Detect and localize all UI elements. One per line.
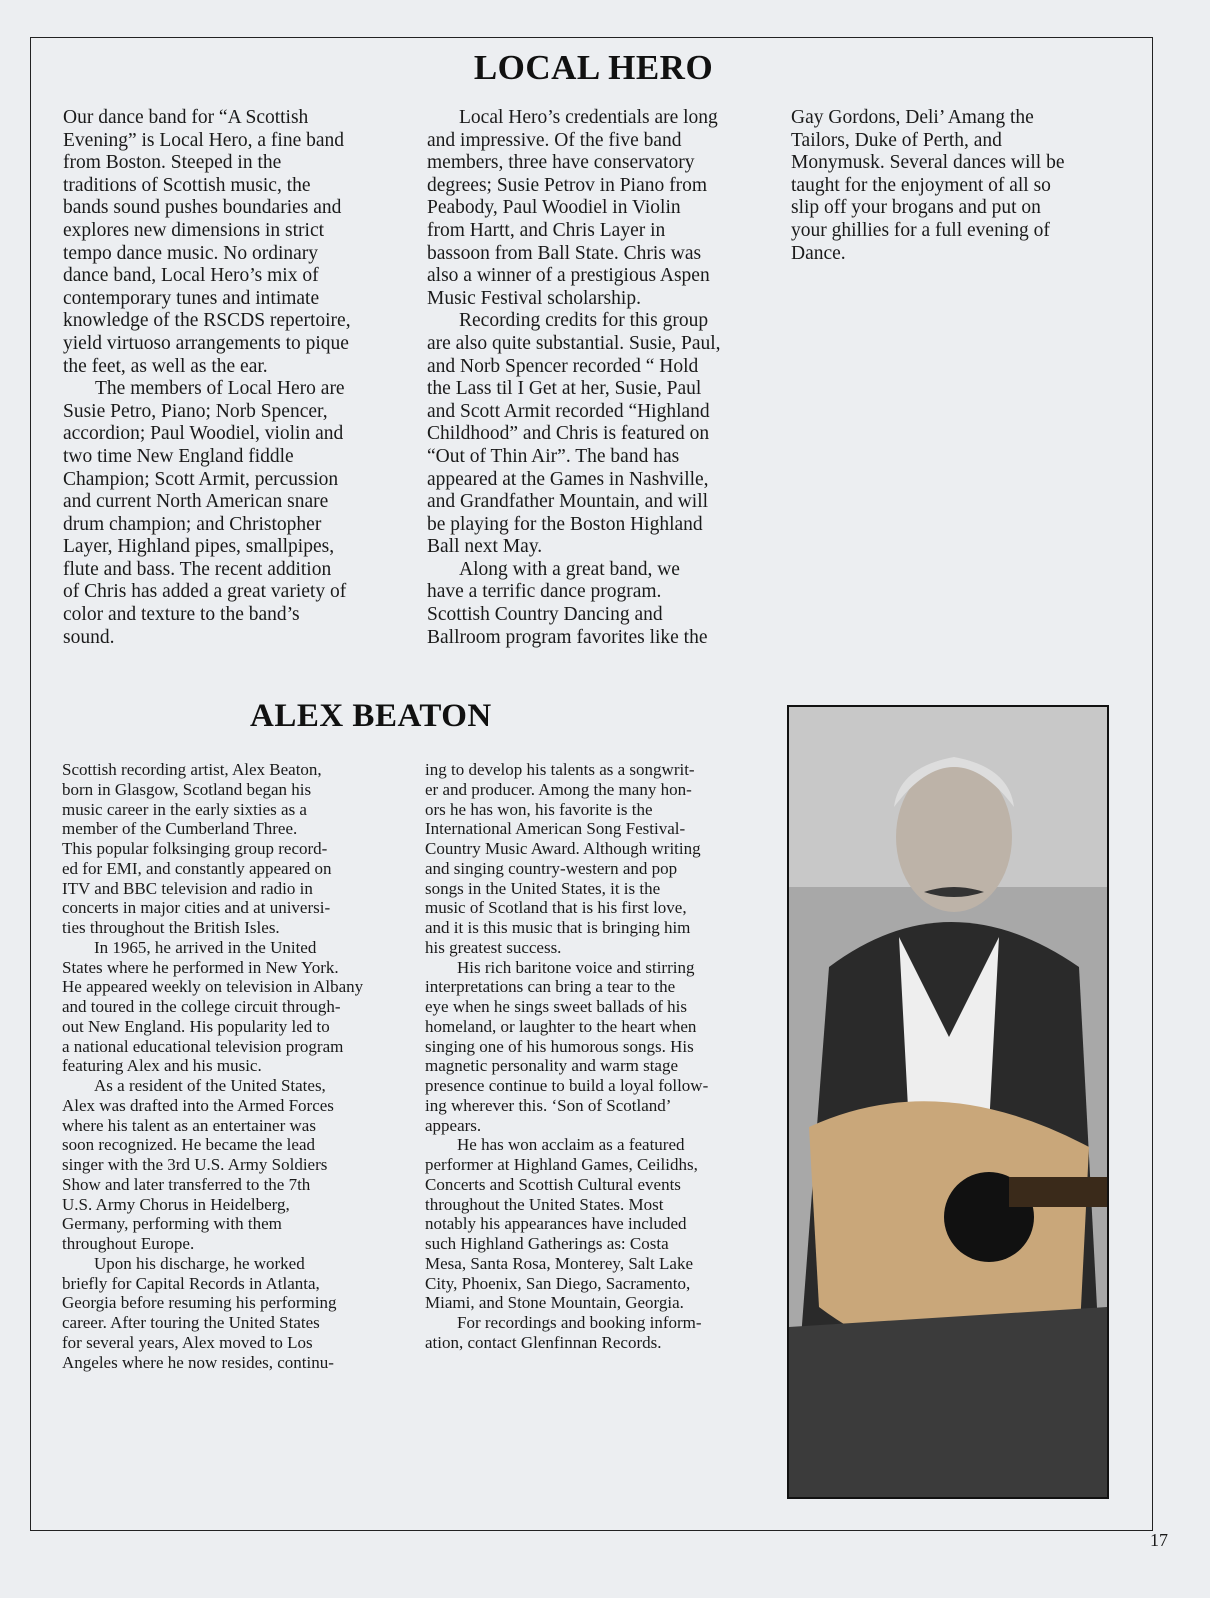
text-line: your ghillies for a full evening of bbox=[791, 219, 1050, 241]
text-line: flute and bass. The recent addition bbox=[63, 558, 332, 580]
text-line: Monymusk. Several dances will be bbox=[791, 152, 1065, 174]
text-line: Scottish Country Dancing and bbox=[427, 604, 663, 626]
text-line: performer at Highland Games, Ceilidhs, bbox=[425, 1155, 698, 1174]
text-line: Georgia before resuming his performing bbox=[62, 1293, 337, 1313]
text-line: concerts in major cities and at universi- bbox=[62, 898, 331, 918]
text-line: bassoon from Ball State. Chris was bbox=[427, 242, 702, 264]
local-hero-column-2 bbox=[427, 107, 721, 649]
alex-beaton-column-1 bbox=[62, 760, 363, 1372]
text-line: knowledge of the RSCDS repertoire, bbox=[63, 310, 351, 332]
text-line: singing one of his humorous songs. His bbox=[425, 1036, 694, 1056]
text-line: Champion; Scott Armit, percussion bbox=[63, 468, 339, 490]
text-line: Our dance band for “A Scottish bbox=[63, 107, 309, 128]
text-line: International American Song Festival- bbox=[425, 819, 686, 839]
text-line: ing to develop his talents as a songwrit- bbox=[425, 760, 695, 779]
text-line: have a terrific dance program. bbox=[427, 581, 662, 603]
text-line: sound. bbox=[63, 626, 115, 648]
text-line: songs in the United States, it is the bbox=[425, 878, 661, 898]
text-line: States where he performed in New York. bbox=[62, 957, 339, 977]
text-line: City, Phoenix, San Diego, Sacramento, bbox=[425, 1273, 691, 1293]
text-line: taught for the enjoyment of all so bbox=[791, 174, 1051, 196]
text-line: and singing country-western and pop bbox=[425, 858, 678, 878]
text-line: and Norb Spencer recorded “ Hold bbox=[427, 355, 699, 377]
text-line: appeared at the Games in Nashville, bbox=[427, 468, 709, 490]
text-line: This popular folksinging group record- bbox=[62, 839, 328, 858]
text-line: throughout Europe. bbox=[62, 1234, 195, 1253]
text-line: Layer, Highland pipes, smallpipes, bbox=[63, 536, 335, 558]
text-line: Mesa, Santa Rosa, Monterey, Salt Lake bbox=[425, 1253, 693, 1273]
text-line: accordion; Paul Woodiel, violin and bbox=[63, 423, 344, 445]
text-line: magnetic personality and warm stage bbox=[425, 1056, 679, 1076]
text-line: dance band, Local Hero’s mix of bbox=[63, 265, 319, 287]
text-line: be playing for the Boston Highland bbox=[427, 513, 703, 535]
text-line: a national educational television program bbox=[62, 1036, 344, 1056]
alex-beaton-column-2 bbox=[425, 760, 708, 1353]
text-line: Concerts and Scottish Cultural events bbox=[425, 1174, 681, 1194]
text-line: and it is this music that is bringing him bbox=[425, 918, 691, 937]
text-line: music career in the early sixties as a bbox=[62, 799, 307, 819]
text-line: In 1965, he arrived in the United bbox=[94, 937, 317, 957]
text-line: briefly for Capital Records in Atlanta, bbox=[62, 1273, 320, 1293]
text-line: featuring Alex and his music. bbox=[62, 1056, 262, 1076]
local-hero-column-1 bbox=[63, 107, 351, 649]
text-line: er and producer. Among the many hon- bbox=[425, 779, 692, 799]
text-line: ing wherever this. ‘Son of Scotland’ bbox=[425, 1095, 672, 1115]
text-line: drum champion; and Christopher bbox=[63, 513, 322, 535]
text-line: Country Music Award. Although writing bbox=[425, 839, 701, 858]
text-line: explores new dimensions in strict bbox=[63, 219, 325, 241]
text-line: the Lass til I Get at her, Susie, Paul bbox=[427, 378, 702, 400]
text-line: ties throughout the British Isles. bbox=[62, 918, 280, 937]
text-line: and Scott Armit recorded “Highland bbox=[427, 400, 710, 422]
text-line: Ballroom program favorites like the bbox=[427, 626, 708, 648]
text-line: Local Hero’s credentials are long bbox=[459, 107, 718, 128]
text-line: notably his appearances have included bbox=[425, 1214, 687, 1234]
text-line: two time New England fiddle bbox=[63, 445, 294, 467]
text-line: member of the Cumberland Three. bbox=[62, 819, 298, 839]
text-line: Dance. bbox=[791, 242, 846, 264]
text-line: singer with the 3rd U.S. Army Soldiers bbox=[62, 1155, 328, 1174]
text-line: members, three have conservatory bbox=[427, 152, 695, 174]
text-line: Susie Petro, Piano; Norb Spencer, bbox=[63, 400, 328, 422]
text-line: out New England. His popularity led to bbox=[62, 1016, 330, 1036]
text-line: Recording credits for this group bbox=[459, 310, 709, 332]
text-line: U.S. Army Chorus in Heidelberg, bbox=[62, 1194, 290, 1214]
text-line: throughout the United States. Most bbox=[425, 1194, 664, 1214]
text-line: homeland, or laughter to the heart when bbox=[425, 1016, 697, 1036]
text-line: from Hartt, and Chris Layer in bbox=[427, 219, 666, 241]
text-line: His rich baritone voice and stirring bbox=[457, 957, 695, 977]
text-line: and Grandfather Mountain, and will bbox=[427, 491, 709, 513]
text-line: Angeles where he now resides, continu- bbox=[62, 1352, 334, 1372]
text-line: tempo dance music. No ordinary bbox=[63, 242, 319, 264]
text-line: Gay Gordons, Deli’ Amang the bbox=[791, 107, 1034, 128]
text-line: Along with a great band, we bbox=[459, 558, 680, 580]
text-line: Tailors, Duke of Perth, and bbox=[791, 129, 1002, 151]
text-line: also a winner of a prestigious Aspen bbox=[427, 265, 710, 287]
text-line: ed for EMI, and constantly appeared on bbox=[62, 858, 332, 878]
text-line: Alex was drafted into the Armed Forces bbox=[62, 1095, 334, 1115]
text-line: for several years, Alex moved to Los bbox=[62, 1332, 313, 1352]
text-line: For recordings and booking inform- bbox=[457, 1313, 702, 1332]
text-line: traditions of Scottish music, the bbox=[63, 174, 311, 196]
text-line: bands sound pushes boundaries and bbox=[63, 197, 342, 219]
text-line: Show and later transferred to the 7th bbox=[62, 1174, 311, 1194]
text-line: where his talent as an entertainer was bbox=[62, 1115, 316, 1135]
text-line: “Out of Thin Air”. The band has bbox=[427, 445, 680, 467]
text-line: Music Festival scholarship. bbox=[427, 287, 641, 309]
text-line: appears. bbox=[425, 1115, 482, 1135]
text-line: the feet, as well as the ear. bbox=[63, 355, 268, 377]
text-line: and toured in the college circuit through- bbox=[62, 997, 341, 1016]
text-line: Upon his discharge, he worked bbox=[94, 1253, 305, 1273]
text-line: yield virtuoso arrangements to pique bbox=[63, 332, 349, 354]
text-line: Ball next May. bbox=[427, 536, 543, 558]
alex-beaton-photo bbox=[787, 705, 1109, 1499]
text-line: are also quite substantial. Susie, Paul, bbox=[427, 332, 721, 354]
text-line: and impressive. Of the five band bbox=[427, 129, 682, 151]
text-line: from Boston. Steeped in the bbox=[63, 152, 282, 174]
text-line: As a resident of the United States, bbox=[94, 1076, 326, 1095]
text-line: ation, contact Glenfinnan Records. bbox=[425, 1332, 662, 1352]
text-line: He has won acclaim as a featured bbox=[457, 1135, 685, 1155]
text-line: degrees; Susie Petrov in Piano from bbox=[427, 174, 707, 196]
text-line: interpretations can bring a tear to the bbox=[425, 977, 676, 997]
text-line: soon recognized. He became the lead bbox=[62, 1135, 315, 1155]
text-line: Peabody, Paul Woodiel in Violin bbox=[427, 197, 681, 219]
text-line: Germany, performing with them bbox=[62, 1214, 282, 1234]
alex-beaton-heading: ALEX BEATON bbox=[250, 698, 492, 734]
local-hero-heading: LOCAL HERO bbox=[473, 48, 714, 87]
text-line: The members of Local Hero are bbox=[95, 378, 345, 400]
text-line: slip off your brogans and put on bbox=[791, 197, 1041, 219]
text-line: ITV and BBC television and radio in bbox=[62, 878, 313, 898]
text-line: ors he has won, his favorite is the bbox=[425, 799, 653, 819]
local-hero-column-3 bbox=[791, 107, 1065, 265]
text-line: presence continue to build a loyal follow- bbox=[425, 1076, 709, 1095]
page-number: 17 bbox=[1150, 1530, 1168, 1550]
text-line: career. After touring the United States bbox=[62, 1313, 320, 1332]
text-line: born in Glasgow, Scotland began his bbox=[62, 779, 312, 799]
text-line: Evening” is Local Hero, a fine band bbox=[63, 129, 345, 151]
text-line: He appeared weekly on television in Albany bbox=[62, 977, 364, 997]
text-line: such Highland Gatherings as: Costa bbox=[425, 1234, 669, 1253]
text-line: music of Scotland that is his first love, bbox=[425, 898, 687, 918]
text-line: and current North American snare bbox=[63, 491, 329, 513]
text-line: color and texture to the band’s bbox=[63, 604, 300, 626]
text-line: Scottish recording artist, Alex Beaton, bbox=[62, 760, 322, 779]
text-line: eye when he sings sweet ballads of his bbox=[425, 997, 688, 1016]
text-line: Miami, and Stone Mountain, Georgia. bbox=[425, 1293, 684, 1313]
text-line: Childhood” and Chris is featured on bbox=[427, 423, 710, 445]
text-line: contemporary tunes and intimate bbox=[63, 287, 320, 309]
text-line: of Chris has added a great variety of bbox=[63, 581, 347, 603]
text-line: his greatest success. bbox=[425, 937, 562, 957]
